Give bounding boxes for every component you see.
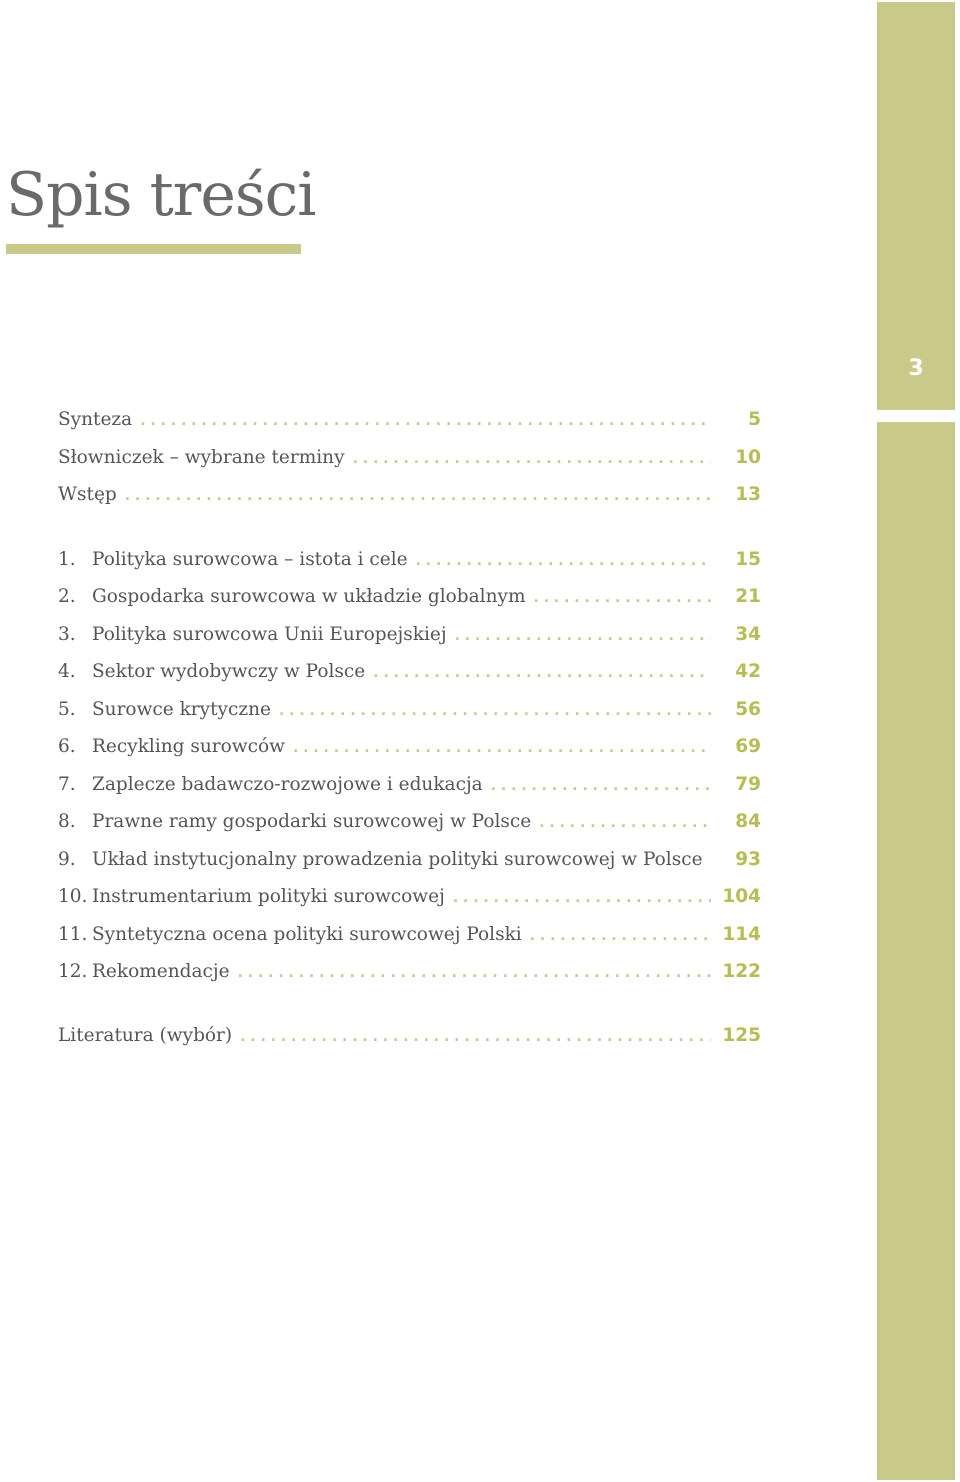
leader-dots: [373, 658, 711, 688]
chapter-number: 8.: [58, 811, 76, 832]
toc-entry-label: Synteza: [58, 409, 133, 430]
toc-entry-page: 122: [722, 961, 761, 982]
chapter-number: 7.: [58, 774, 76, 795]
chapter-number: 2.: [58, 586, 76, 607]
toc-chapter-11[interactable]: [58, 920, 761, 950]
toc-entry-page: 10: [735, 447, 761, 468]
chapter-number: 6.: [58, 736, 76, 757]
toc-chapter-1[interactable]: [58, 545, 761, 575]
toc-entry-literatura[interactable]: [58, 1021, 761, 1051]
toc-chapter-9[interactable]: [58, 845, 761, 875]
toc-entry-label: Instrumentarium polityki surowcowej: [92, 886, 445, 907]
leader-dots: [140, 406, 711, 436]
toc-chapter-2[interactable]: [58, 582, 761, 612]
toc-entry-label: Surowce krytyczne: [92, 699, 271, 720]
toc-entry-slowniczek[interactable]: [58, 443, 761, 473]
toc-entry-label: Polityka surowcowa – istota i cele: [92, 549, 408, 570]
chapter-number: 12.: [58, 961, 88, 982]
toc-entry-label: Układ instytucjonalny prowadzenia polityki surowcowej w Polsce: [92, 849, 703, 870]
toc-entry-label: Recykling surowców: [92, 736, 285, 757]
toc-entry-label: Prawne ramy gospodarki surowcowej w Polsce: [92, 811, 532, 832]
toc-entry-page: 93: [735, 849, 761, 870]
leader-dots: [453, 883, 711, 913]
toc-entry-label: Rekomendacje: [92, 961, 230, 982]
toc-entry-page: 5: [748, 409, 761, 430]
toc-entry-page: 84: [735, 811, 761, 832]
toc-entry-synteza[interactable]: [58, 405, 761, 435]
toc-entry-page: 34: [735, 624, 761, 645]
toc-entry-label: Syntetyczna ocena polityki surowcowej Polski: [92, 924, 522, 945]
side-color-strip-top: [877, 2, 955, 410]
toc-chapter-12[interactable]: [58, 957, 761, 987]
chapter-number: 3.: [58, 624, 76, 645]
toc-entry-page: 114: [722, 924, 761, 945]
toc-entry-page: 104: [722, 886, 761, 907]
toc-chapter-10[interactable]: [58, 882, 761, 912]
toc-entry-label: Wstęp: [58, 484, 117, 505]
leader-dots: [534, 583, 712, 613]
toc-entry-label: Słowniczek – wybrane terminy: [58, 447, 345, 468]
leader-dots: [240, 1022, 711, 1052]
leader-dots: [279, 696, 711, 726]
toc-chapter-3[interactable]: [58, 620, 761, 650]
toc-entry-label: Zaplecze badawczo-rozwojowe i edukacja: [92, 774, 483, 795]
toc-entry-page: 42: [735, 661, 761, 682]
toc-chapter-7[interactable]: [58, 770, 761, 800]
leader-dots: [293, 733, 711, 763]
chapter-number: 10.: [58, 886, 88, 907]
leader-dots: [125, 481, 711, 511]
toc-entry-label: Literatura (wybór): [58, 1025, 233, 1046]
leader-dots: [539, 808, 711, 838]
toc-entry-page: 69: [735, 736, 761, 757]
side-color-strip-bottom: [877, 422, 955, 1480]
toc-chapter-4[interactable]: [58, 657, 761, 687]
toc-entry-page: 15: [735, 549, 761, 570]
toc-entry-wstep[interactable]: [58, 480, 761, 510]
toc-entry-page: 13: [735, 484, 761, 505]
leader-dots: [238, 958, 711, 988]
toc-chapter-6[interactable]: [58, 732, 761, 762]
page-number: 3: [908, 356, 924, 381]
title-underline: [6, 244, 301, 254]
leader-dots: [455, 621, 711, 651]
toc-chapter-5[interactable]: [58, 695, 761, 725]
leader-dots: [353, 444, 711, 474]
toc-entry-page: 56: [735, 699, 761, 720]
leader-dots: [491, 771, 711, 801]
chapter-number: 9.: [58, 849, 76, 870]
chapter-number: 4.: [58, 661, 76, 682]
chapter-number: 11.: [58, 924, 88, 945]
toc-entry-label: Sektor wydobywczy w Polsce: [92, 661, 366, 682]
toc-entry-page: 21: [735, 586, 761, 607]
toc-entry-label: Polityka surowcowa Unii Europejskiej: [92, 624, 447, 645]
page-title: Spis treści: [6, 160, 316, 230]
toc-entry-label: Gospodarka surowcowa w układzie globalnym: [92, 586, 526, 607]
toc-entry-page: 79: [735, 774, 761, 795]
toc-entry-page: 125: [722, 1025, 761, 1046]
chapter-number: 5.: [58, 699, 76, 720]
leader-dots: [530, 921, 711, 951]
leader-dots: [416, 546, 711, 576]
chapter-number: 1.: [58, 549, 76, 570]
toc-chapter-8[interactable]: [58, 807, 761, 837]
